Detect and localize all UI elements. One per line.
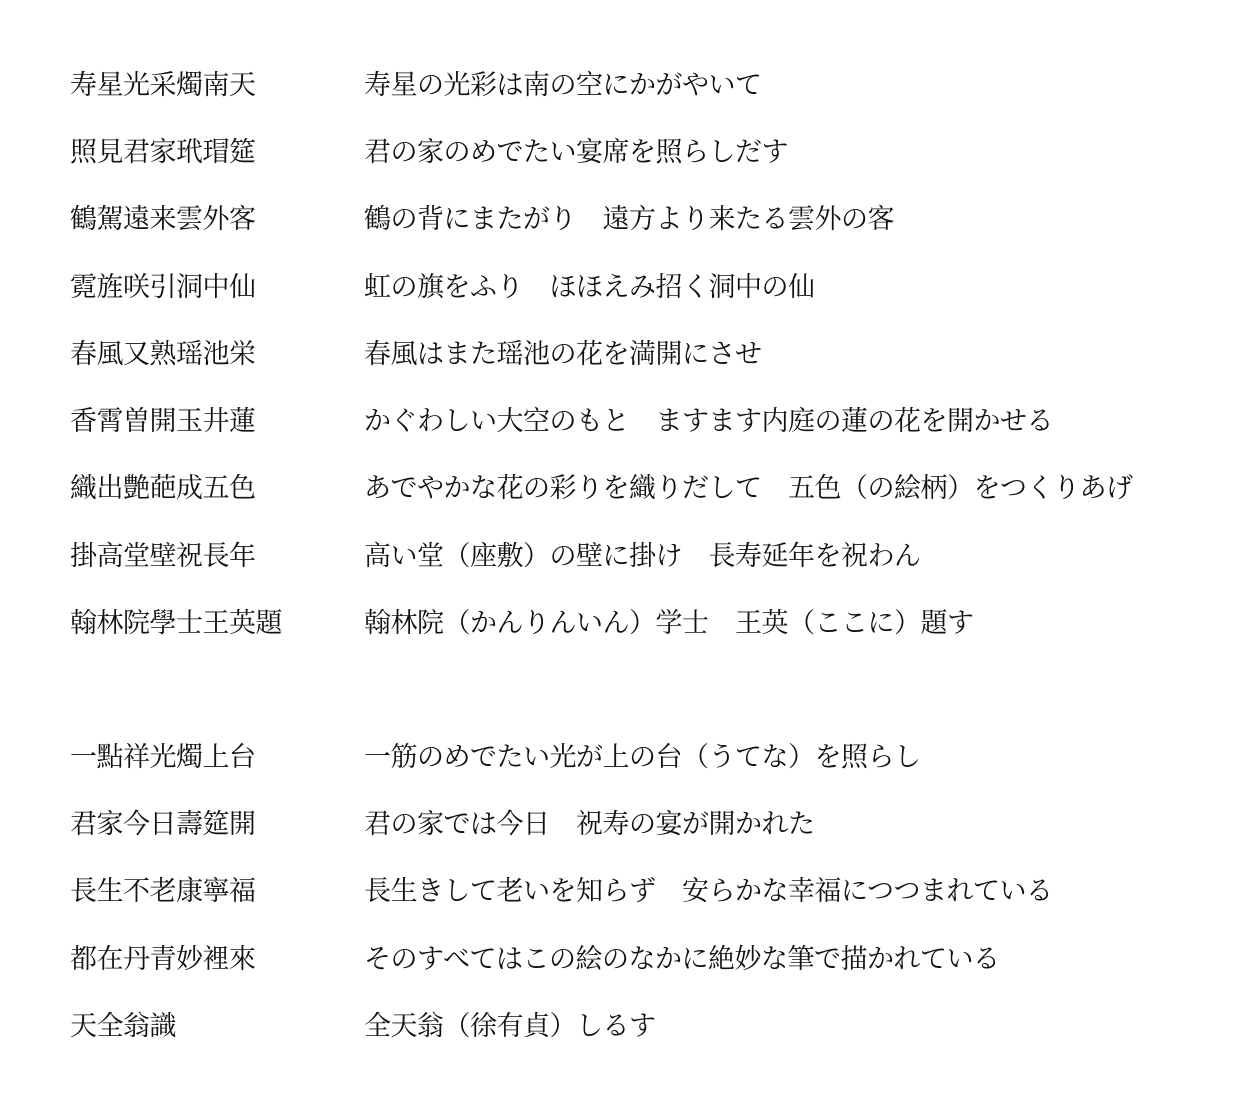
original-text: 天全翁識 [70,1010,176,1042]
poem-line [70,321,1250,388]
original-text: 長生不老康寧福 [70,876,256,908]
translation-text: 君の家のめでたい宴席を照らしだす [364,136,788,168]
original-text: 掛高堂壁祝長年 [70,540,256,572]
translation-text: かぐわしい大空のもと ますます内庭の蓮の花を開かせる [364,406,1053,438]
poem-line [70,119,1250,186]
poem-line [70,724,1250,791]
poem-signature-line [70,993,1250,1060]
original-text: 鶴駕遠来雲外客 [70,204,256,236]
translation-text: 翰林院（かんりんいん）学士 王英（ここに）題す [364,608,974,640]
original-text: 霓旌咲引洞中仙 [70,271,256,303]
poem-line [70,52,1250,119]
translation-text: 一筋のめでたい光が上の台（うてな）を照らし [364,741,921,773]
poem-line [70,791,1250,858]
translation-text: 虹の旗をふり ほほえみ招く洞中の仙 [364,271,815,303]
original-text: 寿星光采燭南天 [70,69,256,101]
translation-text: 春風はまた瑶池の花を満開にさせ [364,338,762,370]
translation-text: そのすべてはこの絵のなかに絶妙な筆で描かれている [364,943,1000,975]
translation-text: 長生きして老いを知らず 安らかな幸福につつまれている [364,876,1053,908]
poem-line [70,456,1250,523]
original-text: 香霄曽開玉井蓮 [70,406,256,438]
original-text: 君家今日壽筵開 [70,808,256,840]
translation-text: 寿星の光彩は南の空にかがやいて [364,69,762,101]
poem-line [70,187,1250,254]
original-text: 照見君家玳瑁筵 [70,136,256,168]
poem-line [70,523,1250,590]
translation-text: 君の家では今日 祝寿の宴が開かれた [364,808,815,840]
translation-text: あでやかな花の彩りを織りだして 五色（の絵柄）をつくりあげ [364,473,1133,505]
stanza-wang-ying [70,52,1250,658]
poem-signature-line [70,590,1250,657]
original-text: 一點祥光燭上台 [70,741,256,773]
stanza-xu-youzhen [70,724,1250,1060]
poem-line [70,254,1250,321]
original-text: 春風又熟瑶池栄 [70,338,256,370]
translation-text: 鶴の背にまたがり 遠方より来たる雲外の客 [364,204,894,236]
original-text: 翰林院學士王英題 [70,608,282,640]
original-text: 織出艶葩成五色 [70,473,256,505]
translation-text: 高い堂（座敷）の壁に掛け 長寿延年を祝わん [364,540,921,572]
poem-line [70,859,1250,926]
translation-text: 全天翁（徐有貞）しるす [364,1010,656,1042]
poem-line [70,926,1250,993]
original-text: 都在丹青妙裡來 [70,943,256,975]
poem-line [70,388,1250,455]
